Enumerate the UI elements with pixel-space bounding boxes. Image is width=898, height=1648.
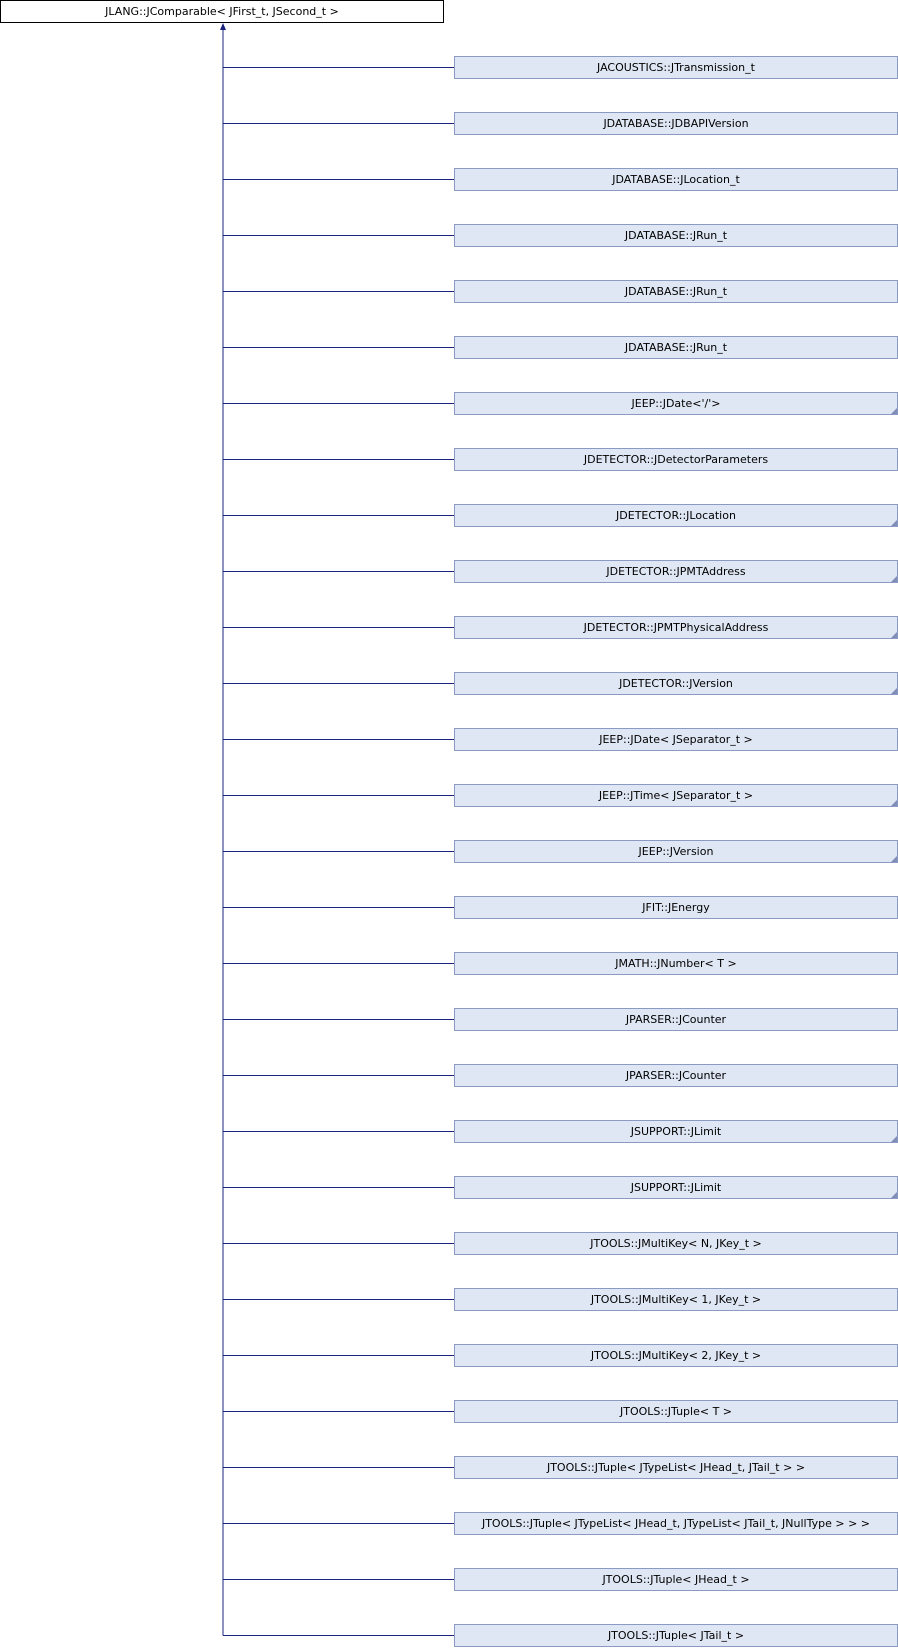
derived-class-label: JDATABASE::JRun_t [624, 229, 728, 242]
derived-class-label: JEEP::JVersion [638, 845, 714, 858]
derived-class-label: JPARSER::JCounter [625, 1069, 727, 1082]
derived-class-label: JTOOLS::JMultiKey< 1, JKey_t > [590, 1293, 762, 1306]
derived-class-label: JDATABASE::JRun_t [624, 341, 728, 354]
derived-class-label: JTOOLS::JMultiKey< N, JKey_t > [590, 1237, 762, 1250]
derived-class-node[interactable] [454, 1288, 898, 1311]
derived-class-node[interactable] [454, 448, 898, 471]
derived-class-node[interactable] [454, 560, 898, 583]
more-subclasses-corner-icon [891, 800, 897, 806]
derived-class-node[interactable] [454, 728, 898, 751]
derived-class-node[interactable] [454, 616, 898, 639]
derived-class-label: JDETECTOR::JLocation [616, 509, 736, 522]
derived-class-label: JSUPPORT::JLimit [630, 1125, 722, 1138]
derived-class-label: JDETECTOR::JVersion [619, 677, 733, 690]
derived-class-node[interactable] [454, 1120, 898, 1143]
derived-class-label: JDETECTOR::JDetectorParameters [583, 453, 769, 466]
derived-class-node[interactable] [454, 896, 898, 919]
derived-class-label: JTOOLS::JTuple< T > [619, 1405, 733, 1418]
derived-class-label: JEEP::JTime< JSeparator_t > [598, 789, 754, 802]
derived-class-node[interactable] [454, 1456, 898, 1479]
derived-class-label: JDETECTOR::JPMTPhysicalAddress [583, 621, 769, 634]
base-class-node [0, 0, 444, 23]
more-subclasses-corner-icon [891, 688, 897, 694]
derived-class-node[interactable] [454, 392, 898, 415]
derived-class-label: JACOUSTICS::JTransmission_t [597, 61, 755, 74]
derived-class-label: JDATABASE::JLocation_t [612, 173, 740, 186]
derived-class-node[interactable] [454, 112, 898, 135]
derived-class-label: JEEP::JDate< JSeparator_t > [599, 733, 753, 746]
derived-class-node[interactable] [454, 1344, 898, 1367]
derived-class-node[interactable] [454, 224, 898, 247]
derived-class-label: JTOOLS::JMultiKey< 2, JKey_t > [590, 1349, 762, 1362]
derived-class-label: JTOOLS::JTuple< JTail_t > [607, 1629, 745, 1642]
derived-class-node[interactable] [454, 1400, 898, 1423]
derived-class-node[interactable] [454, 952, 898, 975]
more-subclasses-corner-icon [891, 1136, 897, 1142]
derived-class-label: JEEP::JDate<'/'> [631, 397, 721, 410]
derived-class-label: JFIT::JEnergy [642, 901, 710, 914]
derived-class-node[interactable] [454, 672, 898, 695]
derived-class-label: JTOOLS::JTuple< JTypeList< JHead_t, JTypeList< JTail_t, JNullType > > > [481, 1517, 871, 1530]
inheritance-arrowhead [220, 23, 226, 30]
derived-class-node[interactable] [454, 1624, 898, 1647]
derived-class-label: JPARSER::JCounter [625, 1013, 727, 1026]
base-class-label: JLANG::JComparable< JFirst_t, JSecond_t > [105, 5, 339, 18]
derived-class-label: JDETECTOR::JPMTAddress [606, 565, 746, 578]
derived-class-node[interactable] [454, 840, 898, 863]
more-subclasses-corner-icon [891, 576, 897, 582]
more-subclasses-corner-icon [891, 408, 897, 414]
derived-class-label: JTOOLS::JTuple< JHead_t > [602, 1573, 750, 1586]
derived-class-node[interactable] [454, 168, 898, 191]
derived-class-node[interactable] [454, 1232, 898, 1255]
more-subclasses-corner-icon [891, 520, 897, 526]
derived-class-label: JDATABASE::JDBAPIVersion [603, 117, 749, 130]
derived-class-label: JSUPPORT::JLimit [630, 1181, 722, 1194]
derived-class-node[interactable] [454, 504, 898, 527]
more-subclasses-corner-icon [891, 632, 897, 638]
derived-class-node[interactable] [454, 1008, 898, 1031]
derived-class-node[interactable] [454, 56, 898, 79]
more-subclasses-corner-icon [891, 1192, 897, 1198]
more-subclasses-corner-icon [891, 856, 897, 862]
derived-class-node[interactable] [454, 1512, 898, 1535]
derived-class-node[interactable] [454, 784, 898, 807]
derived-class-node[interactable] [454, 1176, 898, 1199]
derived-class-node[interactable] [454, 1064, 898, 1087]
derived-class-label: JTOOLS::JTuple< JTypeList< JHead_t, JTail_t > > [546, 1461, 806, 1474]
derived-class-node[interactable] [454, 336, 898, 359]
derived-class-label: JDATABASE::JRun_t [624, 285, 728, 298]
derived-class-label: JMATH::JNumber< T > [615, 957, 737, 970]
derived-class-node[interactable] [454, 1568, 898, 1591]
derived-class-node[interactable] [454, 280, 898, 303]
